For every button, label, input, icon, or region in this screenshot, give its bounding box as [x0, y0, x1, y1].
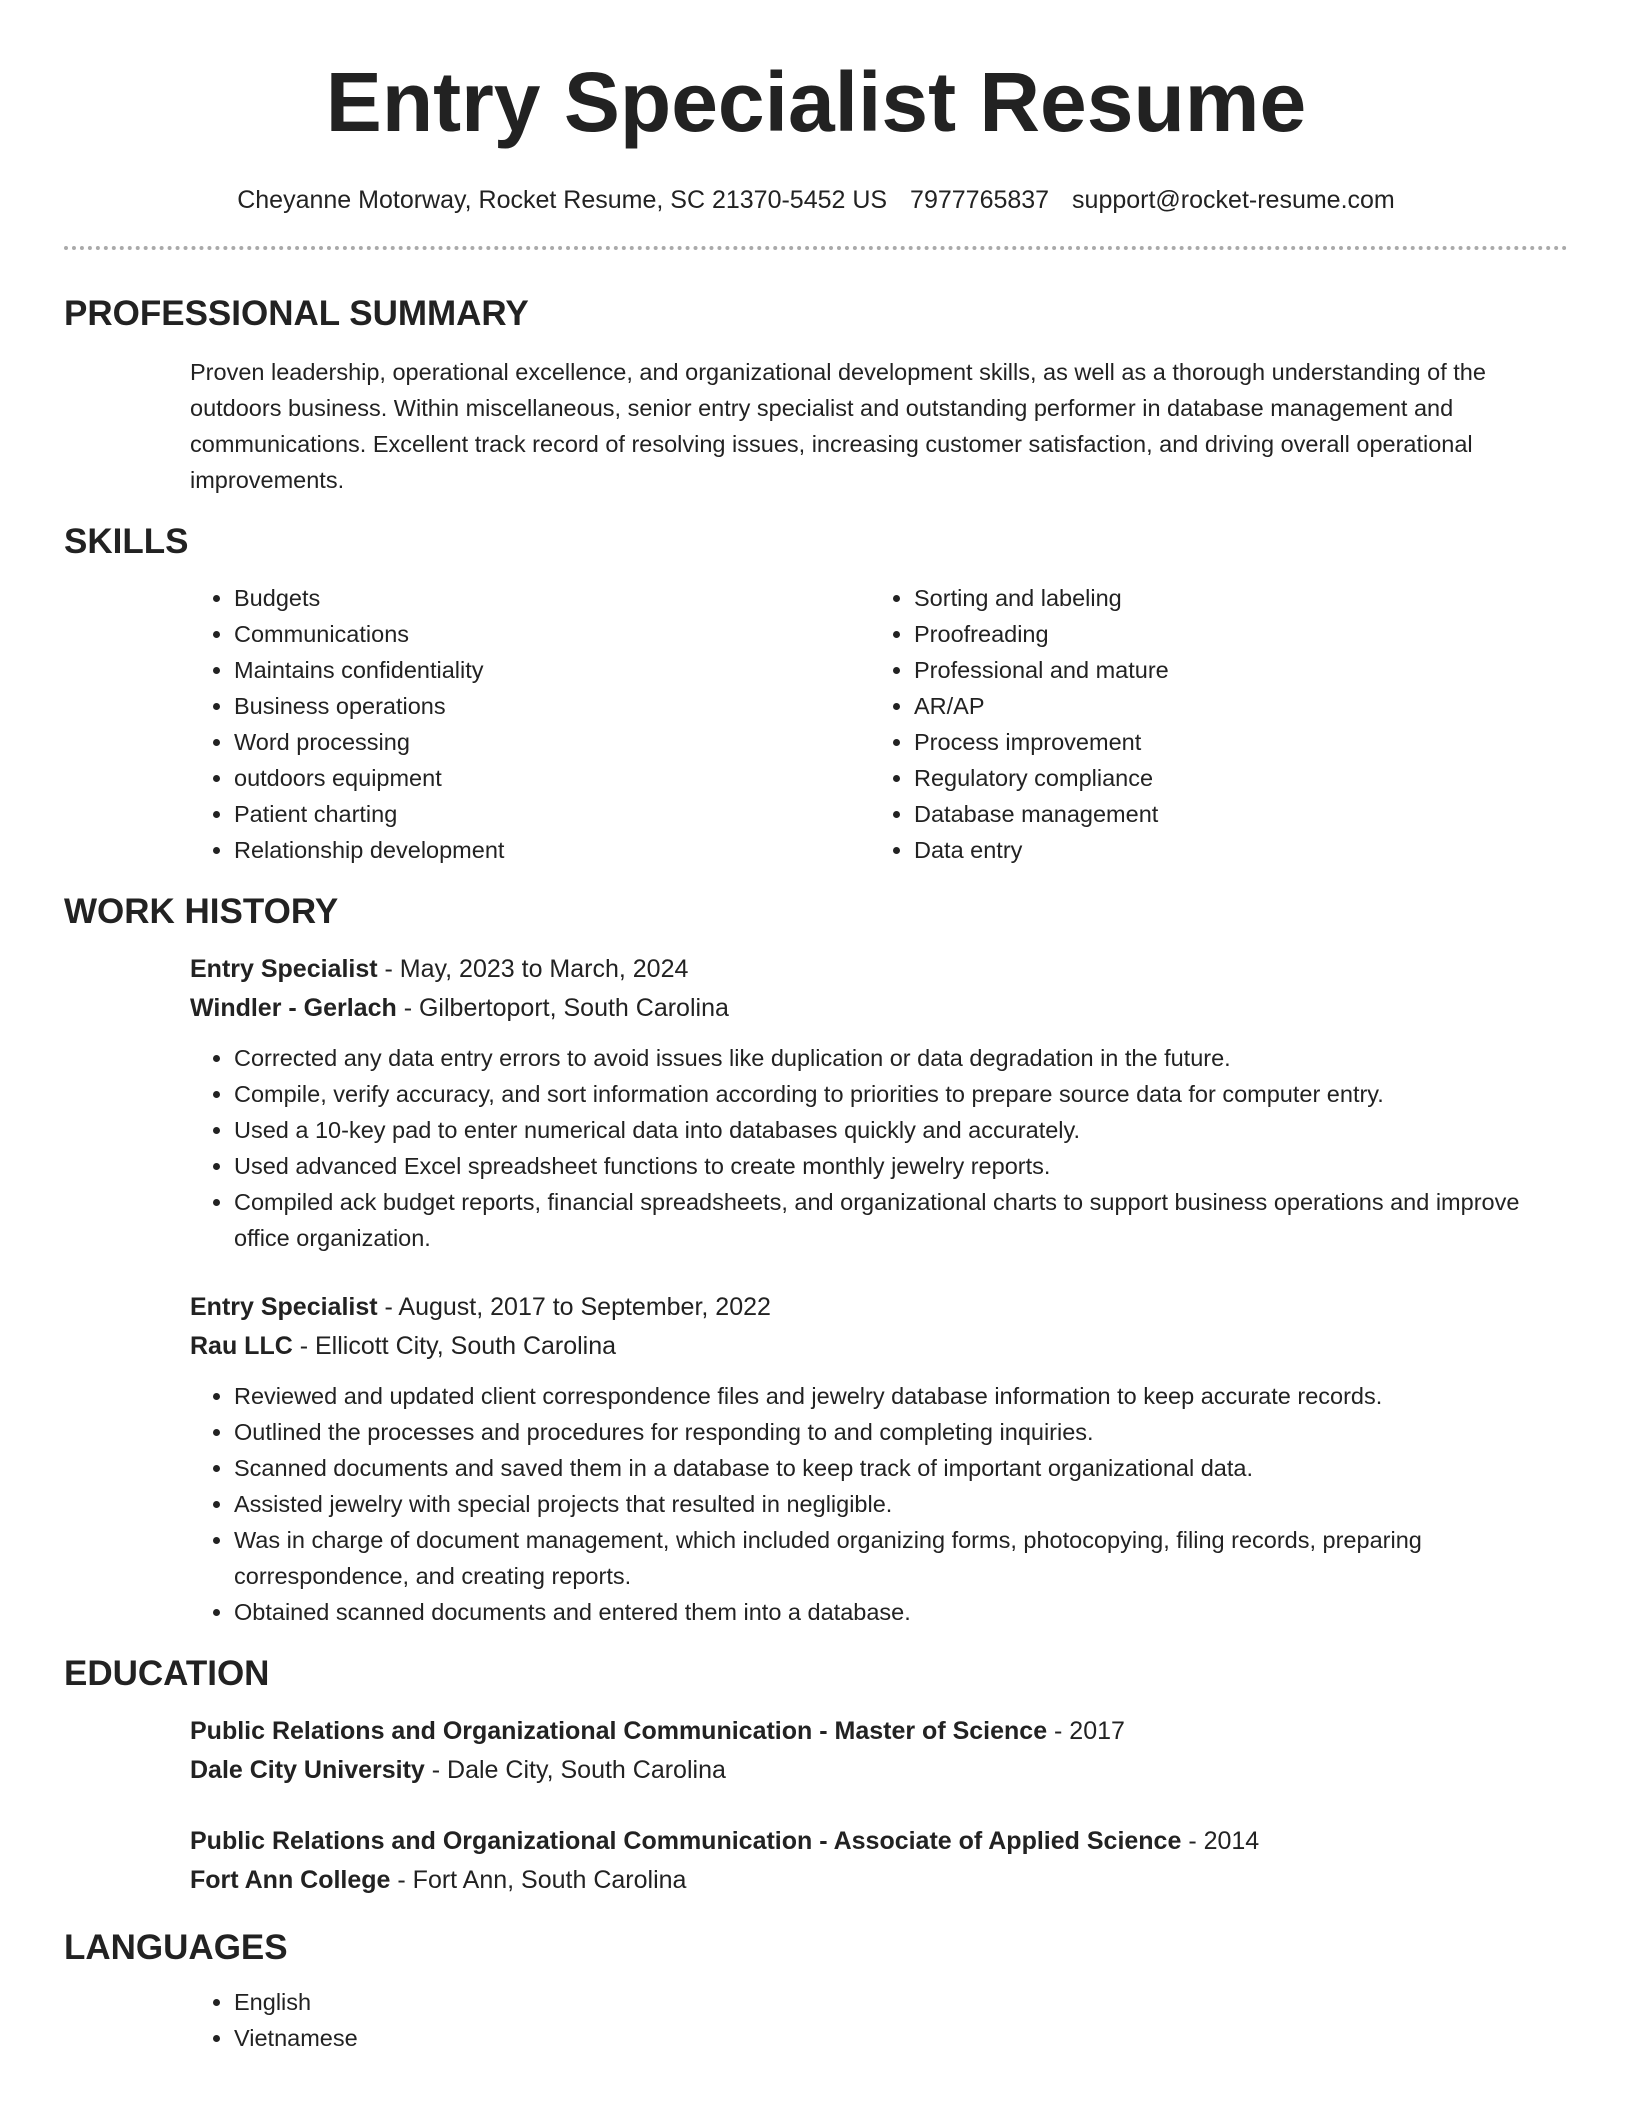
education-school: Fort Ann College [190, 1866, 391, 1894]
job-role: Entry Specialist [190, 955, 378, 983]
section-title-skills: SKILLS [64, 522, 189, 561]
education-year: - 2014 [1181, 1827, 1260, 1855]
languages-list [190, 1984, 1568, 2056]
resume-title: Entry Specialist Resume [325, 55, 1307, 149]
contact-email[interactable]: support@rocket-resume.com [1072, 186, 1395, 214]
education-entry [190, 1822, 1568, 1900]
job-company-line [190, 989, 1568, 1028]
skill-item: • Word processing [234, 724, 870, 760]
language-item: • Vietnamese [234, 2020, 1568, 2056]
contact-address: Cheyanne Motorway, Rocket Resume, SC 21370-5452 US [237, 186, 888, 214]
education-degree: Public Relations and Organizational Communication - Associate of Applied Science [190, 1827, 1182, 1855]
education-year: - 2017 [1047, 1717, 1125, 1745]
skill-item: • Regulatory compliance [914, 760, 1550, 796]
skill-item: • Process improvement [914, 724, 1550, 760]
skill-item: • Professional and mature [914, 652, 1550, 688]
job-role-line [190, 950, 1568, 989]
job-dates: - August, 2017 to September, 2022 [377, 1293, 771, 1321]
job-bullet: • Used a 10-key pad to enter numerical data into databases quickly and accurately. [234, 1112, 1568, 1148]
skill-item: • Sorting and labeling [914, 580, 1550, 616]
contact-phone: 7977765837 [910, 186, 1050, 214]
summary-text: Proven leadership, operational excellence, and organizational development skills, as well as a thorough understanding of the outdoors business. Within miscellaneous, senior entry specialist and outstanding performer in database management and communications. Excellent track record of resolving issues, increasing customer satisfaction, and driving overall operational improvements. [190, 359, 1486, 493]
job-bullet-list [190, 1040, 1568, 1256]
job-bullet: • Assisted jewelry with special projects that resulted in negligible. [234, 1486, 1568, 1522]
job-location: - Gilbertoport, South Carolina [396, 994, 729, 1022]
job-bullet: • Reviewed and updated client correspondence files and jewelry database information to keep accurate records. [234, 1378, 1568, 1414]
job-dates: - May, 2023 to March, 2024 [377, 955, 689, 983]
education-school-line [190, 1861, 1568, 1900]
education-location: - Dale City, South Carolina [424, 1756, 726, 1784]
section-title-education: EDUCATION [64, 1654, 270, 1693]
education-entry [190, 1712, 1568, 1790]
skills-list [190, 580, 1568, 868]
job-bullet: • Scanned documents and saved them in a database to keep track of important organizational data. [234, 1450, 1568, 1486]
skill-item: • Proofreading [914, 616, 1550, 652]
skill-item: • outdoors equipment [234, 760, 870, 796]
education-school: Dale City University [190, 1756, 425, 1784]
skill-item: • Relationship development [234, 832, 870, 868]
job-bullet: • Compile, verify accuracy, and sort information according to priorities to prepare source data for computer entry. [234, 1076, 1568, 1112]
job-entry [190, 1288, 1568, 1630]
skill-item: • Budgets [234, 580, 870, 616]
job-bullet: • Used advanced Excel spreadsheet functions to create monthly jewelry reports. [234, 1148, 1568, 1184]
skill-item: • Business operations [234, 688, 870, 724]
contact-line [0, 184, 1632, 216]
job-role: Entry Specialist [190, 1293, 378, 1321]
education-degree-line [190, 1712, 1568, 1751]
section-title-work-history: WORK HISTORY [64, 892, 339, 931]
job-bullet: • Outlined the processes and procedures for responding to and completing inquiries. [234, 1414, 1568, 1450]
job-company: Windler - Gerlach [190, 994, 397, 1022]
education-location: - Fort Ann, South Carolina [390, 1866, 687, 1894]
job-entry [190, 950, 1568, 1256]
job-company-line [190, 1327, 1568, 1366]
section-title-languages: LANGUAGES [64, 1928, 288, 1967]
language-item: • English [234, 1984, 1568, 2020]
education-degree: Public Relations and Organizational Communication - Master of Science [190, 1717, 1048, 1745]
job-location: - Ellicott City, South Carolina [292, 1332, 617, 1360]
skills-column-right [870, 580, 1550, 868]
job-bullet: • Compiled ack budget reports, financial spreadsheets, and organizational charts to support business operations and improve office organization. [234, 1184, 1568, 1256]
job-bullet: • Corrected any data entry errors to avoid issues like duplication or data degradation in the future. [234, 1040, 1568, 1076]
skills-column-left [190, 580, 870, 868]
job-bullet-list [190, 1378, 1568, 1630]
header-divider [64, 246, 1568, 250]
job-bullet: • Obtained scanned documents and entered them into a database. [234, 1594, 1568, 1630]
skill-item: • Database management [914, 796, 1550, 832]
skill-item: • Patient charting [234, 796, 870, 832]
skill-item: • AR/AP [914, 688, 1550, 724]
section-title-summary: PROFESSIONAL SUMMARY [64, 294, 529, 333]
education-school-line [190, 1751, 1568, 1790]
job-company: Rau LLC [190, 1332, 293, 1360]
job-role-line [190, 1288, 1568, 1327]
job-bullet: • Was in charge of document management, which included organizing forms, photocopying, filing records, preparing correspondence, and creating reports. [234, 1522, 1568, 1594]
skill-item: • Communications [234, 616, 870, 652]
skill-item: • Maintains confidentiality [234, 652, 870, 688]
skill-item: • Data entry [914, 832, 1550, 868]
education-degree-line [190, 1822, 1568, 1861]
